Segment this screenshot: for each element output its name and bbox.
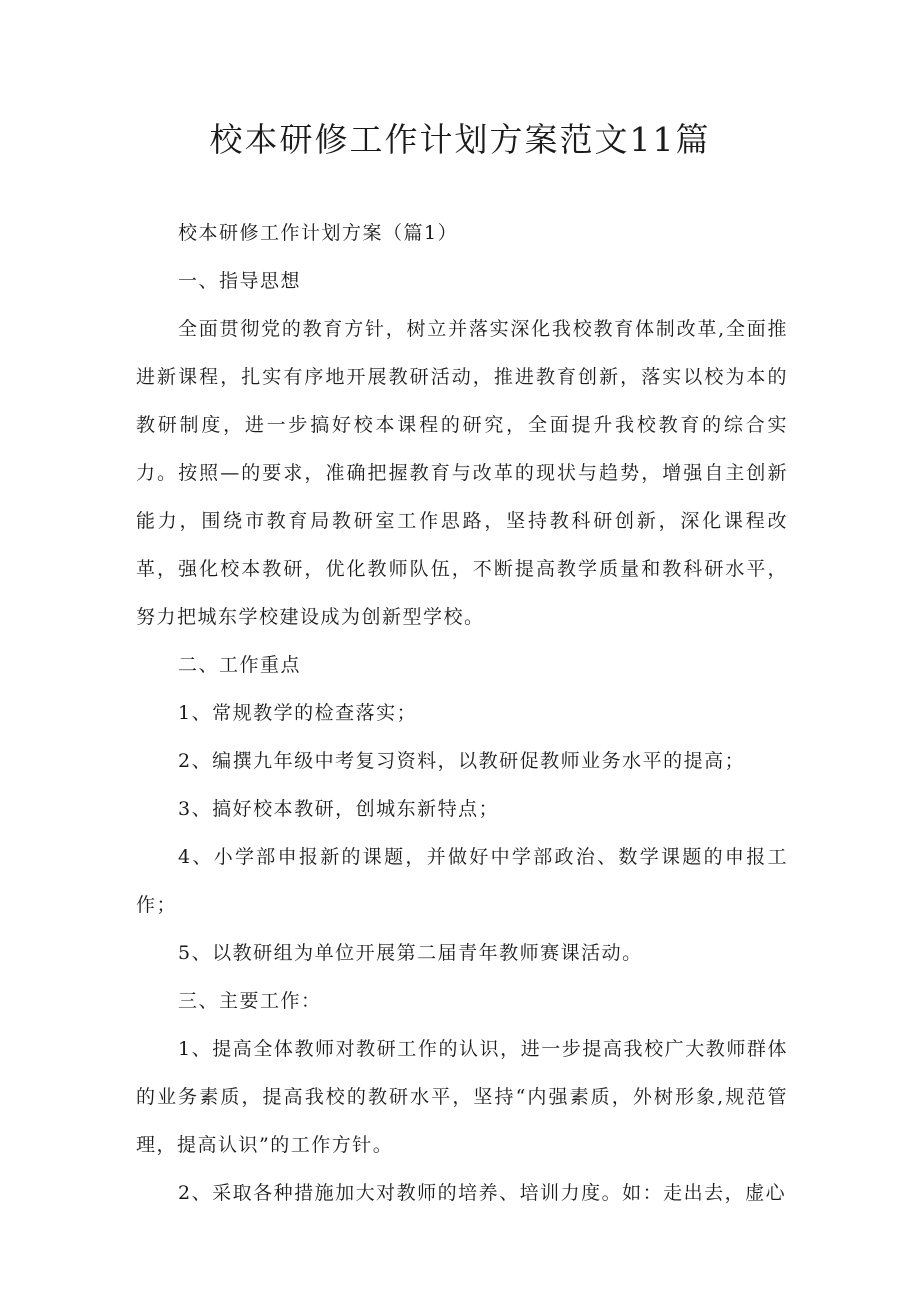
document-body (136, 209, 788, 1217)
main-work-item: 1、提高全体教师对教研工作的认识，进一步提高我校广大教师群体的业务素质，提高我校的教研水平，坚持“内强素质，外树形象,规范管理，提高认识”的工作方针。 (136, 1038, 788, 1156)
heading-work-focus: 二、工作重点 (178, 654, 302, 676)
document-title: 校本研修工作计划方案范文11篇 (209, 120, 711, 159)
main-work-item: 2、采取各种措施加大对教师的培养、培训力度。如：走出去，虚心 (178, 1182, 787, 1204)
focus-item: 1、常规教学的检查落实； (178, 702, 418, 724)
focus-item: 4、小学部申报新的课题，并做好中学部政治、数学课题的申报工作； (136, 846, 788, 916)
section-title: 校本研修工作计划方案（篇1） (178, 222, 459, 244)
guiding-ideology-paragraph: 全面贯彻党的教育方针，树立并落实深化我校教育体制改革,全面推进新课程，扎实有序地开展教研活动，推进教育创新，落实以校为本的教研制度，进一步搞好校本课程的研究，全面提升我校教育的综合实力。按照—的要求，准确把握教育与改革的现状与趋势，增强自主创新能力，围绕市教育局教研室工作思路，坚持教科研创新，深化课程改革，强化校本教研，优化教师队伍，不断提高教学质量和教科研水平，努力把城东学校建设成为创新型学校。 (136, 318, 788, 628)
focus-item: 5、以教研组为单位开展第二届青年教师赛课活动。 (178, 942, 643, 964)
heading-main-work: 三、主要工作： (178, 990, 322, 1012)
heading-guiding-ideology: 一、指导思想 (178, 270, 302, 292)
focus-item: 3、搞好校本教研，创城东新特点； (178, 798, 500, 820)
focus-item: 2、编撰九年级中考复习资料，以教研促教师业务水平的提高； (178, 750, 746, 772)
